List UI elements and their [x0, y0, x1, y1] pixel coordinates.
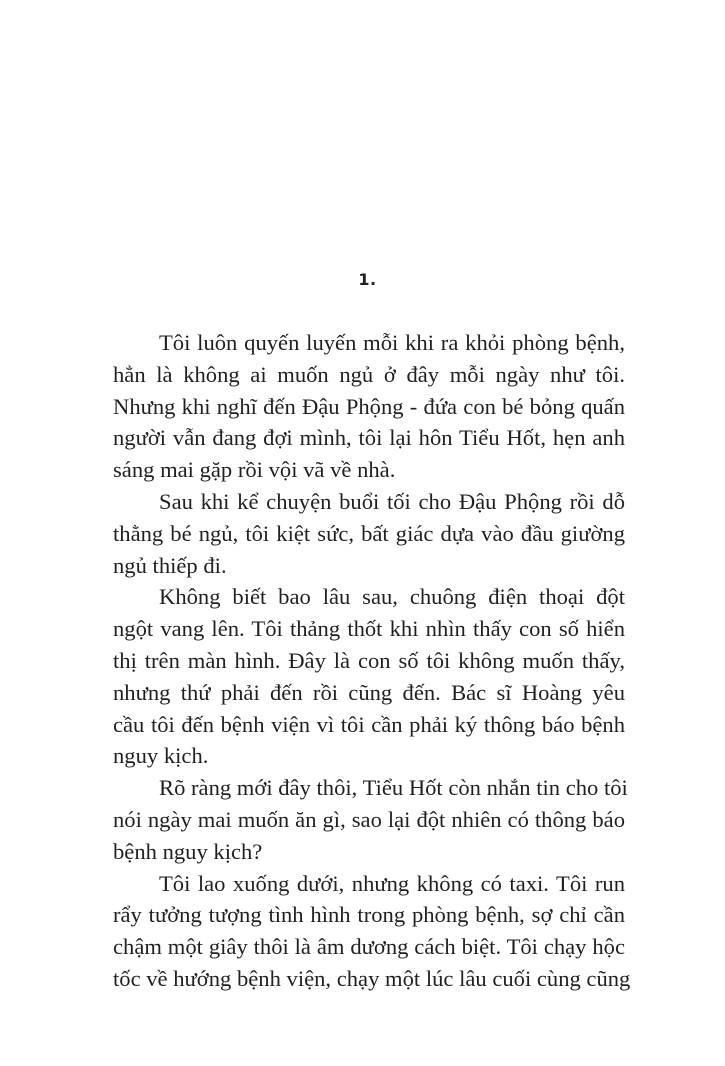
text-line: thằng bé ngủ, tôi kiệt sức, bất giác dựa vào đầu giường — [113, 520, 625, 546]
text-line: người vẫn đang đợi mình, tôi lại hôn Tiểu Hốt, hẹn anh — [113, 425, 625, 451]
text-line: Tôi luôn quyến luyến mỗi khi ra khỏi phòng bệnh, — [159, 330, 625, 355]
text-line: Rõ ràng mới đây thôi, Tiểu Hốt còn nhắn tin cho tôi — [159, 775, 628, 801]
text-line: Nhưng khi nghĩ đến Đậu Phộng - đứa con bé bỏng quấn — [113, 393, 625, 419]
text-line: nhưng thứ phải đến rồi cũng đến. Bác sĩ Hoàng yêu — [113, 679, 625, 705]
text-line: cầu tôi đến bệnh viện vì tôi cần phải ký thông báo bệnh — [113, 711, 625, 737]
text-line: ngột vang lên. Tôi thảng thốt khi nhìn thấy con số hiển — [113, 616, 625, 642]
text-line: Sau khi kể chuyện buổi tối cho Đậu Phộng rồi dỗ — [159, 488, 625, 514]
text-line: sáng mai gặp rồi vội vã về nhà. — [113, 457, 396, 483]
chapter-body — [113, 327, 631, 995]
text-line: Không biết bao lâu sau, chuông điện thoại đột — [159, 584, 625, 610]
text-line: bệnh nguy kịch? — [113, 838, 263, 864]
text-line: hẳn là không ai muốn ngủ ở đây mỗi ngày như tôi. — [113, 361, 625, 387]
text-line: chậm một giây thôi là âm dương cách biệt. Tôi chạy hộc — [113, 934, 625, 960]
text-line: tốc về hướng bệnh viện, chạy một lúc lâu cuối cùng cũng — [113, 965, 631, 991]
text-line: Tôi lao xuống dưới, nhưng không có taxi. Tôi run — [159, 870, 625, 896]
chapter-number: 1. — [358, 270, 377, 289]
text-line: nguy kịch. — [113, 743, 209, 769]
text-line: ngủ thiếp đi. — [113, 552, 227, 578]
text-line: nói ngày mai muốn ăn gì, sao lại đột nhiên có thông báo — [113, 806, 625, 832]
text-line: rẩy tưởng tượng tình hình trong phòng bệnh, sợ chỉ cần — [113, 902, 625, 928]
text-line: thị trên màn hình. Đây là con số tôi không muốn thấy, — [113, 647, 625, 673]
